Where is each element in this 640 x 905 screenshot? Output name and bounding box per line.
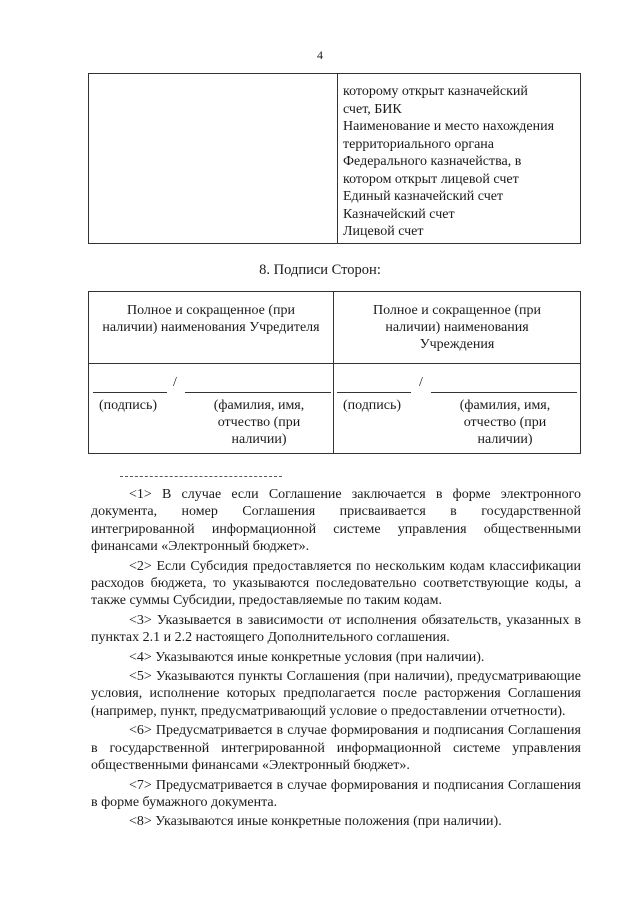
- institution-header: [337, 302, 577, 353]
- bank-details-line: Лицевой счет: [343, 224, 424, 239]
- bank-details-line: счет, БИК: [343, 101, 402, 117]
- name-label-line: отчество (при: [217, 415, 301, 430]
- footnotes: [91, 486, 581, 833]
- name-label-line: (фамилия, имя,: [459, 398, 551, 413]
- name-label-line: наличии): [231, 432, 287, 447]
- institution-signature-label: (подпись): [342, 398, 402, 413]
- bank-details-table: [88, 73, 581, 244]
- bank-details-line: Казначейский счет: [343, 206, 455, 222]
- footnote-8: <8> Указываются иные конкретные положения (при наличии).: [129, 814, 502, 830]
- name-label-line: отчество (при: [463, 415, 547, 430]
- founder-header-line: Полное и сокращенное (при: [126, 303, 296, 318]
- institution-header-line: наличии) наименования: [385, 320, 529, 335]
- footnote-5: <5> Указываются пункты Соглашения (при наличии), предусматривающие условия, исполнение которых предполагается после расторжения Соглашения (например, пункт, предусматривающий условие о предоставлении отчетности).: [91, 669, 581, 719]
- founder-signature-line: [93, 392, 167, 393]
- name-label-line: (фамилия, имя,: [213, 398, 305, 413]
- founder-header-line: наличии) наименования Учредителя: [102, 320, 320, 335]
- institution-name-label: [443, 397, 567, 448]
- signatures-table: [88, 291, 581, 454]
- footnote-6: <6> Предусматривается в случае формирования и подписания Соглашения в государственной интегрированной информационной системе управления общественными финансами «Электронный бюджет».: [91, 723, 581, 774]
- institution-header-line: Полное и сокращенное (при: [372, 303, 542, 318]
- founder-header: [91, 302, 331, 336]
- bank-details-line: котором открыт лицевой счет: [343, 171, 519, 187]
- section-title: 8. Подписи Сторон:: [259, 262, 381, 278]
- founder-name-line: [185, 392, 331, 393]
- bank-details-line: Единый казначейский счет: [343, 189, 504, 204]
- name-label-line: наличии): [477, 432, 533, 447]
- bank-details-line: Федерального казначейства, в: [343, 154, 522, 169]
- bank-details-line: которому открыт казначейский: [343, 84, 528, 99]
- footnote-2: <2> Если Субсидия предоставляется по нескольким кодам классификации расходов бюджета, то указываются последовательно соответствующие коды, а также суммы Субсидии, предоставляемые по таким кодам.: [91, 558, 581, 609]
- bank-details-line: территориального органа: [343, 136, 495, 152]
- institution-header-line: Учреждения: [419, 337, 495, 352]
- institution-slash: /: [419, 375, 423, 390]
- bank-details-cell: [343, 83, 579, 241]
- founder-slash: /: [173, 375, 177, 390]
- founder-signature-label: (подпись): [98, 398, 158, 413]
- table-column-divider: [337, 74, 338, 243]
- founder-name-label: [197, 397, 321, 448]
- institution-name-line: [431, 392, 577, 393]
- table-column-divider: [333, 292, 334, 453]
- footnote-3: <3> Указывается в зависимости от исполнения обязательств, указанных в пунктах 2.1 и 2.2 настоящего Дополнительного соглашения.: [91, 612, 581, 646]
- bank-details-line: Наименование и место нахождения: [343, 119, 555, 134]
- table-row-divider: [89, 363, 580, 364]
- footnote-separator: [120, 476, 282, 477]
- footnote-4: <4> Указываются иные конкретные условия (при наличии).: [129, 649, 485, 665]
- institution-signature-line: [337, 392, 411, 393]
- footnote-1: <1> В случае если Соглашение заключается в форме электронного документа, номер Соглашения присваивается в государственной интегрированной информационной системе управления общественными финансами «Электронный бюджет».: [91, 487, 581, 555]
- page-number: 4: [317, 48, 323, 62]
- footnote-7: <7> Предусматривается в случае формирования и подписания Соглашения в форме бумажного документа.: [91, 777, 581, 810]
